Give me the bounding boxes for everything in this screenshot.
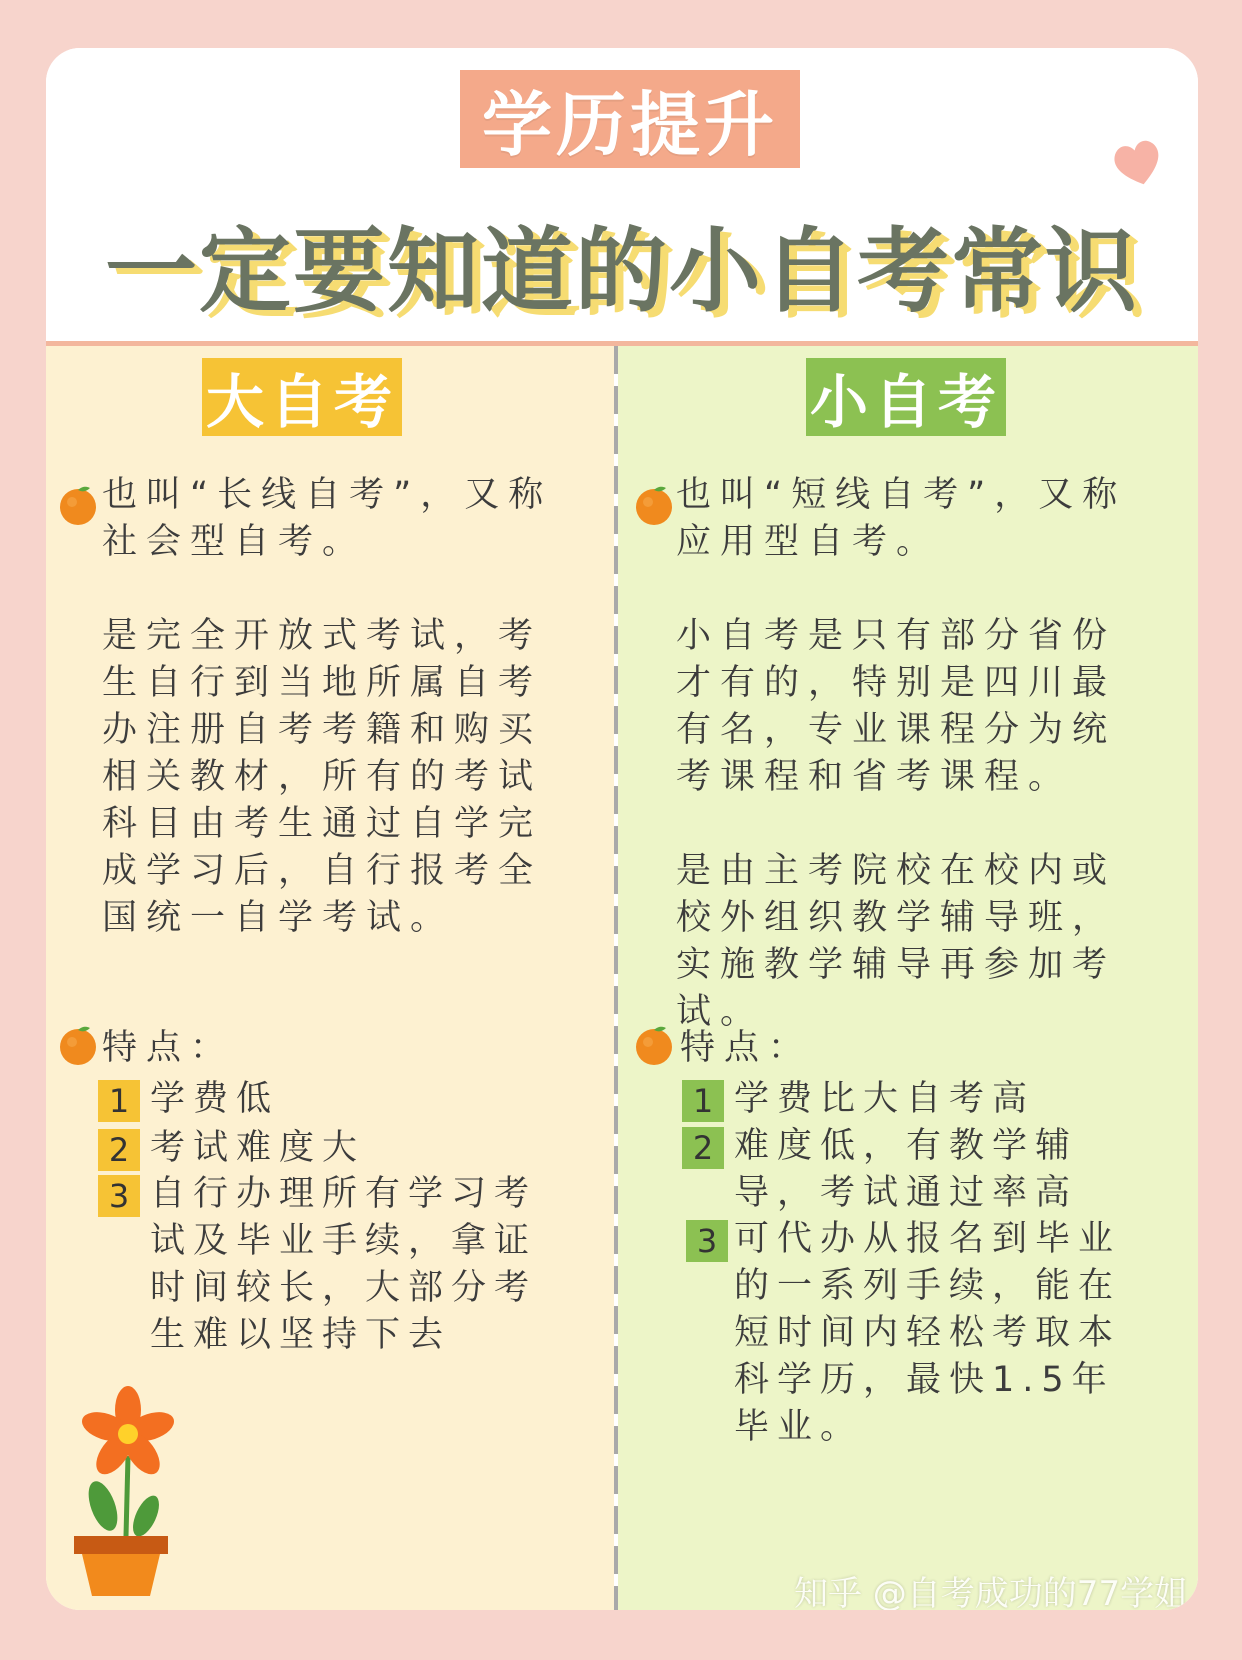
feature-number-badge: 3	[686, 1220, 728, 1262]
small-feature-item: 可代办从报名到毕业的一系列手续，能在短时间内轻松考取本科学历，最快1.5年毕业。	[734, 1219, 1122, 1447]
small-intro-text: 也叫“短线自考”，又称应用型自考。	[676, 475, 1127, 562]
orange-icon	[56, 1022, 100, 1066]
small-body-text-2: 是由主考院校在校内或校外组织教学辅导班，实施教学辅导再参加考试。	[676, 851, 1117, 1032]
infographic-card	[46, 48, 1198, 1610]
big-feature-item: 学费低	[150, 1079, 280, 1119]
big-feature-item: 考试难度大	[150, 1128, 366, 1168]
header	[46, 48, 1198, 340]
column-big-self-exam	[46, 346, 614, 1610]
big-feature-item: 自行办理所有学习考试及毕业手续，拿证时间较长，大部分考生难以坚持下去	[150, 1174, 538, 1355]
orange-icon	[632, 482, 676, 526]
feature-number-badge: 3	[98, 1175, 140, 1217]
feature-number-badge: 2	[98, 1129, 140, 1171]
small-feature-item: 难度低，有教学辅导，考试通过率高	[734, 1126, 1079, 1213]
big-body-text: 是完全开放式考试，考生自行到当地所属自考办注册自考考籍和购买相关教材，所有的考试科目由考生通过自学完成学习后，自行报考全国统一自学考试。	[102, 616, 543, 938]
feature-number-badge: 2	[682, 1127, 724, 1169]
big-intro-text: 也叫“长线自考”，又称社会型自考。	[102, 475, 553, 562]
feature-number-badge: 1	[98, 1080, 140, 1122]
feature-number-badge: 1	[682, 1080, 724, 1122]
orange-icon	[56, 482, 100, 526]
orange-icon	[632, 1022, 676, 1066]
small-body-text-1: 小自考是只有部分省份才有的，特别是四川最有名，专业课程分为统考课程和省考课程。	[676, 616, 1117, 797]
small-features-label: 特点：	[680, 1028, 813, 1068]
watermark: 知乎 @自考成功的77学姐	[794, 1574, 1189, 1610]
category-tag: 学历提升	[460, 70, 800, 168]
flower-pot-icon	[58, 1386, 198, 1596]
column-title-big: 大自考	[202, 358, 402, 436]
page-title: 一定要知道的小自考常识	[104, 217, 1139, 325]
small-feature-item: 学费比大自考高	[734, 1079, 1036, 1119]
big-features-label: 特点：	[102, 1028, 235, 1068]
column-title-small: 小自考	[806, 358, 1006, 436]
column-small-self-exam	[618, 346, 1198, 1610]
